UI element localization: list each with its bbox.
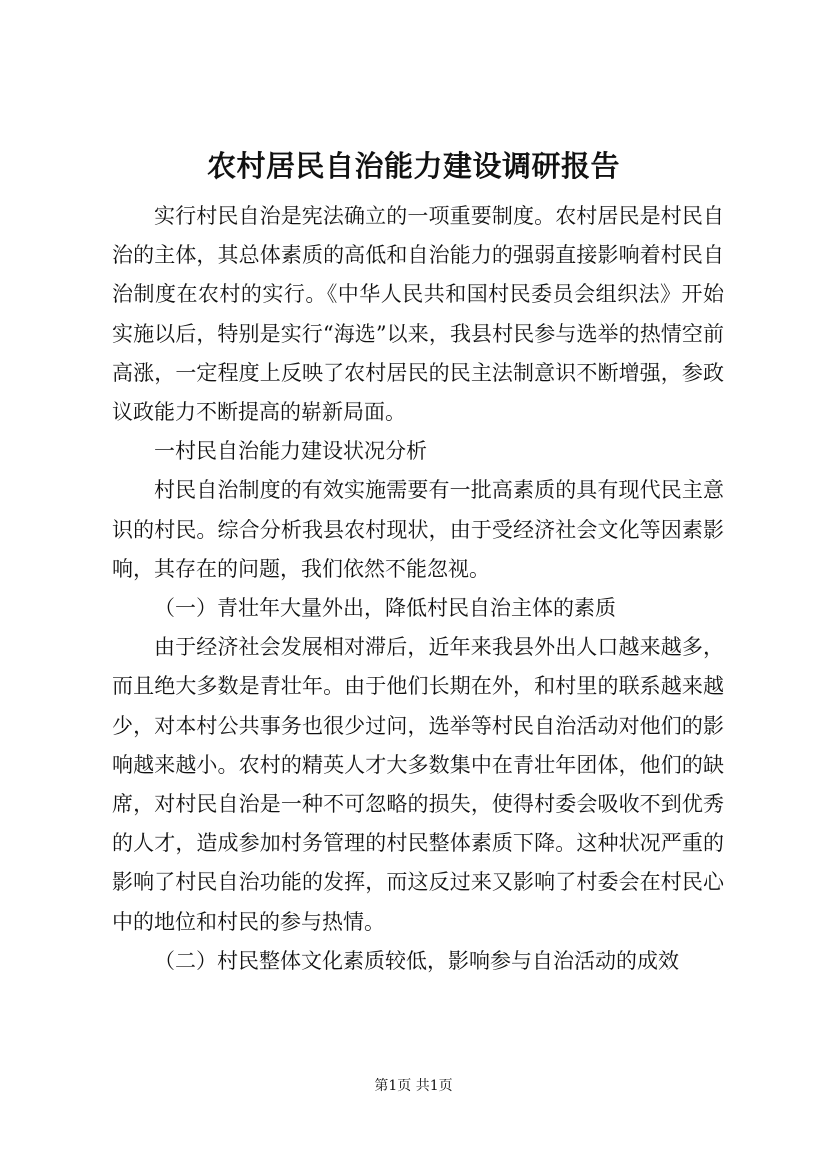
document-title: 农村居民自治能力建设调研报告 — [206, 149, 620, 183]
section-heading: 一村民自治能力建设状况分析 — [154, 439, 427, 464]
section-paragraph: 村民自治制度的有效实施需要有一批高素质的具有现代民主意识的村民。综合分析我县农村现状，由于受经济社会文化等因素影响，其存在的问题，我们依然不能忽视。 — [112, 478, 724, 581]
subsection-heading-2: （二）村民整体文化素质较低，影响参与自治活动的成效 — [154, 948, 679, 973]
intro-paragraph: 实行村民自治是宪法确立的一项重要制度。农村居民是村民自治的主体，其总体素质的高低和自治能力的强弱直接影响着村民自治制度在农村的实行。《中华人民共和国村民委员会组织法》开始实施以后，特别是实行“海选”以来，我县村民参与选举的热情空前高涨，一定程度上反映了农村居民的民主法制意识不断增强，参政议政能力不断提高的崭新局面。 — [112, 204, 724, 425]
page-footer: 第1页 共1页 — [374, 1078, 453, 1094]
subsection-heading-1: （一）青壮年大量外出，降低村民自治主体的素质 — [154, 596, 616, 621]
subsection-paragraph-1: 由于经济社会发展相对滞后，近年来我县外出人口越来越多，而且绝大多数是青壮年。由于他们长期在外，和村里的联系越来越少，对本村公共事务也很少过问，选举等村民自治活动对他们的影响越来越小。农村的精英人才大多数集中在青壮年团体，他们的缺席，对村民自治是一种不可忽略的损失，使得村委会吸收不到优秀的人才，造成参加村务管理的村民整体素质下降。这种状况严重的影响了村民自治功能的发挥，而这反过来又影响了村委会在村民心中的地位和村民的参与热情。 — [112, 635, 724, 934]
document-body — [112, 197, 724, 981]
